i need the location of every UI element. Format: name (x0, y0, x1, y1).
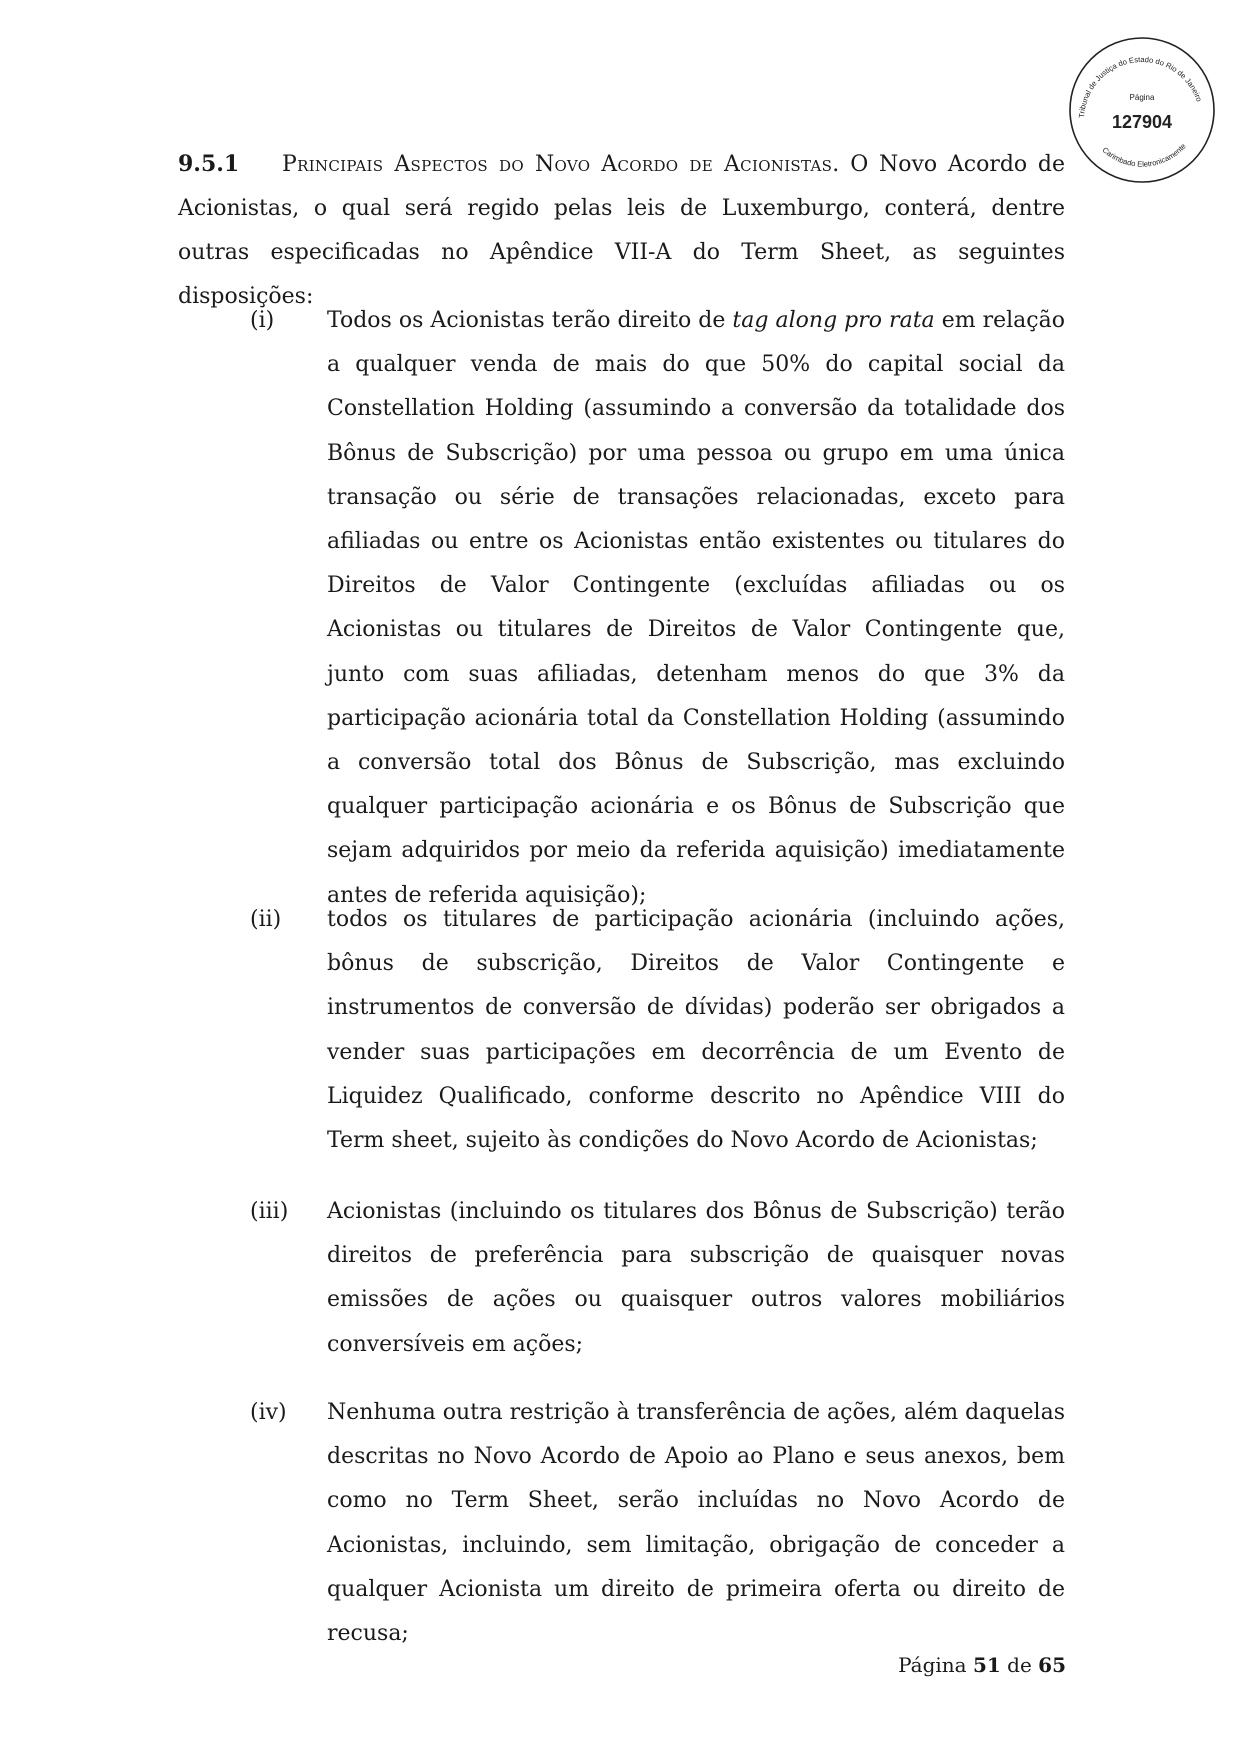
section-paragraph (178, 142, 1065, 319)
stamp-seal-icon (1066, 34, 1218, 186)
list-item (250, 1391, 1065, 1656)
item-number: (i) (250, 308, 275, 333)
list-item (250, 898, 1065, 1163)
stamp-arc-top: Tribunal de Justiça do Estado do Rio de Janeiro (1077, 54, 1204, 119)
footer-label: Página (898, 1653, 967, 1677)
item-text-italic: tag along pro rata (732, 308, 935, 333)
list-item (250, 299, 1065, 918)
item-number: (ii) (250, 907, 282, 932)
section-intro: O Novo Acordo de Acionistas, o qual será regido pelas leis de Luxemburgo, conterá, dentre outras especificadas no Apêndice VII-A do Term Sheet, as seguintes disposições: (178, 152, 1065, 309)
item-text: Nenhuma outra restrição à transferência de ações, além daquelas descritas no Novo Acordo de Apoio ao Plano e seus anexos, bem como no Term Sheet, serão incluídas no Novo Acordo de Acionistas, incluindo, sem limitação, obrigação de conceder a qualquer Acionista um direito de primeira oferta ou direito de recusa; (327, 1400, 1065, 1647)
footer-current-page: 51 (972, 1653, 1001, 1677)
footer-of: de (1007, 1653, 1032, 1677)
list-item (250, 1190, 1065, 1367)
section-number: 9.5.1 (178, 151, 240, 177)
item-text-end: em relação a qualquer venda de mais do que 50% do capital social da Constellation Holding (assumindo a conversão da totalidade dos Bônus de Subscrição) por uma pessoa ou grupo em uma única transação ou série de transações relacionadas, exceto para afiliadas ou entre os Acionistas então existentes ou titulares do Direitos de Valor Contingente (excluídas afiliadas ou os Acionistas ou titulares de Direitos de Valor Contingente que, junto com suas afiliadas, detenham menos do que 3% da participação acionária total da Constellation Holding (assumindo a conversão total dos Bônus de Subscrição, mas excluindo qualquer participação acionária e os Bônus de Subscrição que sejam adquiridos por meio da referida aquisição) imediatamente antes de referida aquisição); (327, 308, 1065, 908)
item-text: todos os titulares de participação acionária (incluindo ações, bônus de subscrição, Direitos de Valor Contingente e instrumentos de conversão de dívidas) poderão ser obrigados a vender suas participações em decorrência de um Evento de Liquidez Qualificado, conforme descrito no Apêndice VIII do Term sheet, sujeito às condições do Novo Acordo de Acionistas; (327, 907, 1065, 1154)
item-text (327, 299, 1065, 918)
item-number: (iv) (250, 1400, 287, 1425)
footer-total-pages: 65 (1038, 1653, 1066, 1677)
stamp-arc-bottom: Carimbado Eletronicamente (1100, 141, 1188, 169)
stamp-number: 127904 (1111, 112, 1173, 132)
page-footer (800, 1650, 1066, 1680)
section-title: Principais Aspectos do Novo Acordo de Acionistas. (282, 152, 840, 177)
item-text: Acionistas (incluindo os titulares dos Bônus de Subscrição) terão direitos de preferência para subscrição de quaisquer novas emissões de ações ou quaisquer outros valores mobiliários conversíveis em ações; (327, 1199, 1065, 1357)
item-text-start: Todos os Acionistas terão direito de (327, 308, 733, 333)
stamp-label: Página (1129, 93, 1155, 102)
court-stamp (1066, 34, 1218, 186)
item-number: (iii) (250, 1199, 289, 1224)
